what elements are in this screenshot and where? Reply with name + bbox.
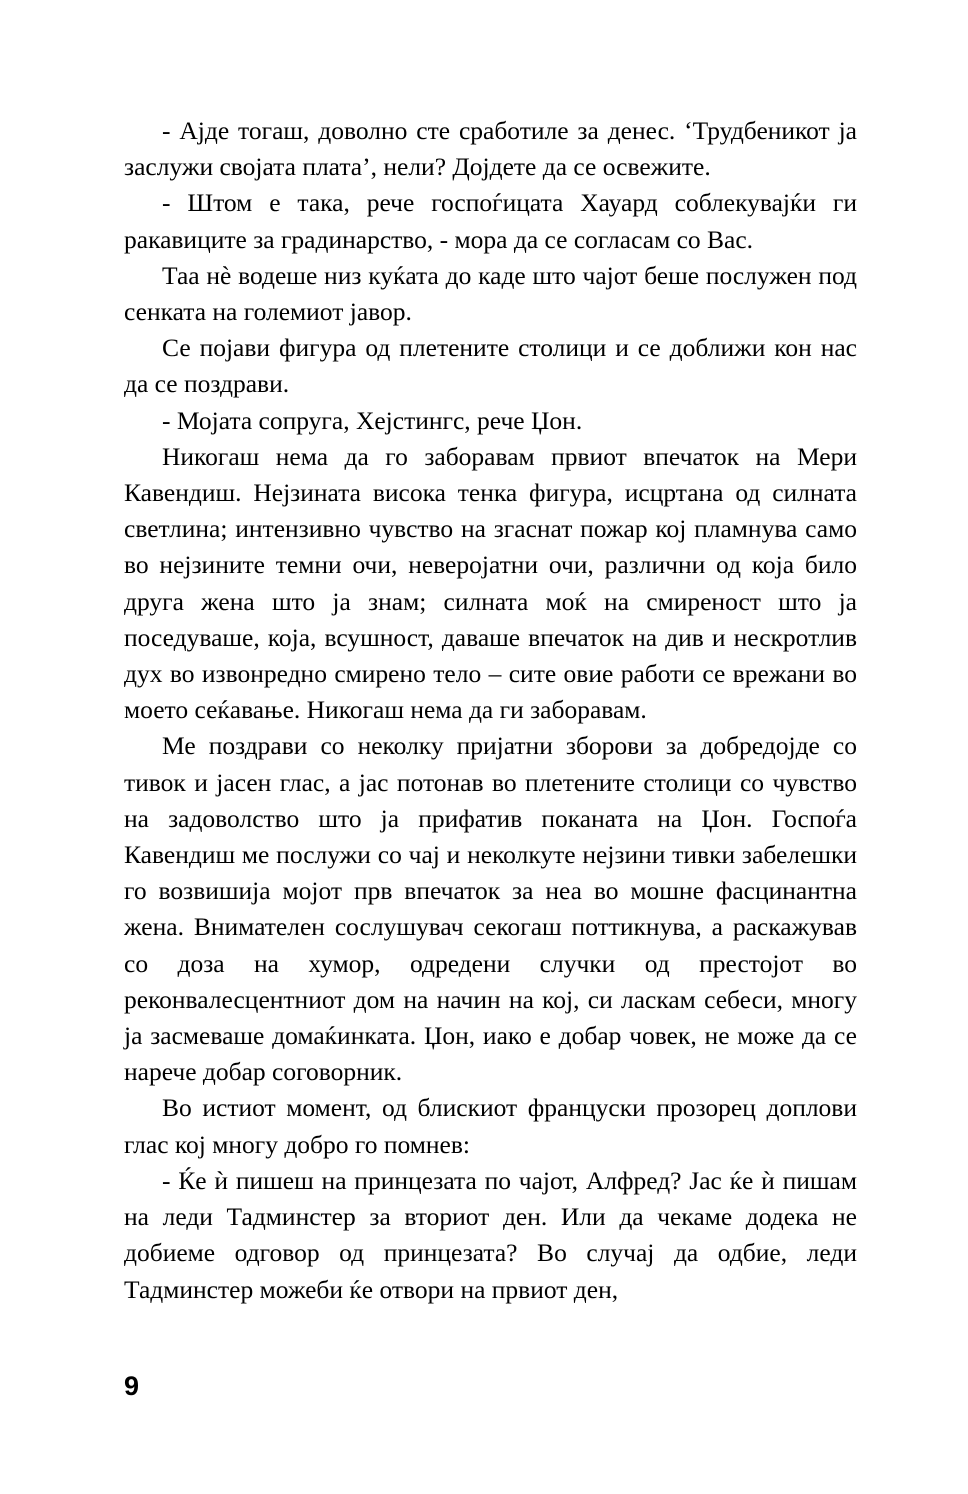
paragraph: - Ќе ѝ пишеш на принцезата по чајот, Алфред? Јас ќе ѝ пишам на леди Тадминстер за вториот ден. Или да чекаме додека не добиеме одговор од принцезата? Во случај да одбие, леди Тадминстер можеби ќе отвори на првиот ден, bbox=[124, 1165, 857, 1304]
paragraph: - Мојата сопруга, Хејстингс, рече Џон. bbox=[162, 405, 583, 435]
paragraph: Во истиот момент, од блискиот француски прозорец доплови глас кој многу добро го помнев: bbox=[124, 1093, 857, 1159]
paragraph: Се појави фигура од плетените столици и се доближи кон нас да се поздрави. bbox=[124, 333, 857, 399]
paragraph: Ме поздрави со неколку пријатни зборови за добредојде со тивок и јасен глас, а јас потонав во плетените столици со чувство на задоволство што ја прифатив поканата на Џон. Госпоѓа Кавендиш ме послужи со чај и неколкуте нејзини тивки забелешки го возвишија мојот прв впечаток за неа во мошне фасцинантна жена. Внимателен сослушувач секогаш поттикнува, а раскажував со доза на хумор, одредени случки од престојот во реконвалесцентниот дом на начин на кој, си ласкам себеси, многу ја засмеваше домаќинката. Џон, иако е добар човек, не може да се нарече добар соговорник. bbox=[124, 731, 857, 1087]
page-body-text bbox=[124, 113, 857, 1308]
paragraph: Никогаш нема да го заборавам првиот впечаток на Мери Кавендиш. Нејзината висока тенка фигура, исцртана од силната светлина; интензивно чувство на згаснат пожар кој пламнува само во нејзините темни очи, неверојатни очи, различни од која било друга жена што ја знам; силната моќ на смиреност што ја поседуваше, која, всушност, даваше впечаток на див и нескротлив дух во извонредно смирено тело – сите овие работи се врежани во моето сеќавање. Никогаш нема да ги заборавам. bbox=[124, 441, 857, 725]
paragraph: - Ајде тогаш, доволно сте сработиле за денес. ‘Трудбеникот ја заслужи својата плата’, нели? Дојдете да се освежите. bbox=[124, 116, 857, 182]
paragraph: - Штом е така, рече госпоѓицата Хауард соблекувајќи ги ракавиците за градинарство, - мора да се согласам со Вас. bbox=[124, 188, 857, 254]
page-number: 9 bbox=[124, 1371, 140, 1401]
paragraph: Таа нè водеше низ куќата до каде што чајот беше послужен под сенката на големиот јавор. bbox=[124, 260, 857, 327]
